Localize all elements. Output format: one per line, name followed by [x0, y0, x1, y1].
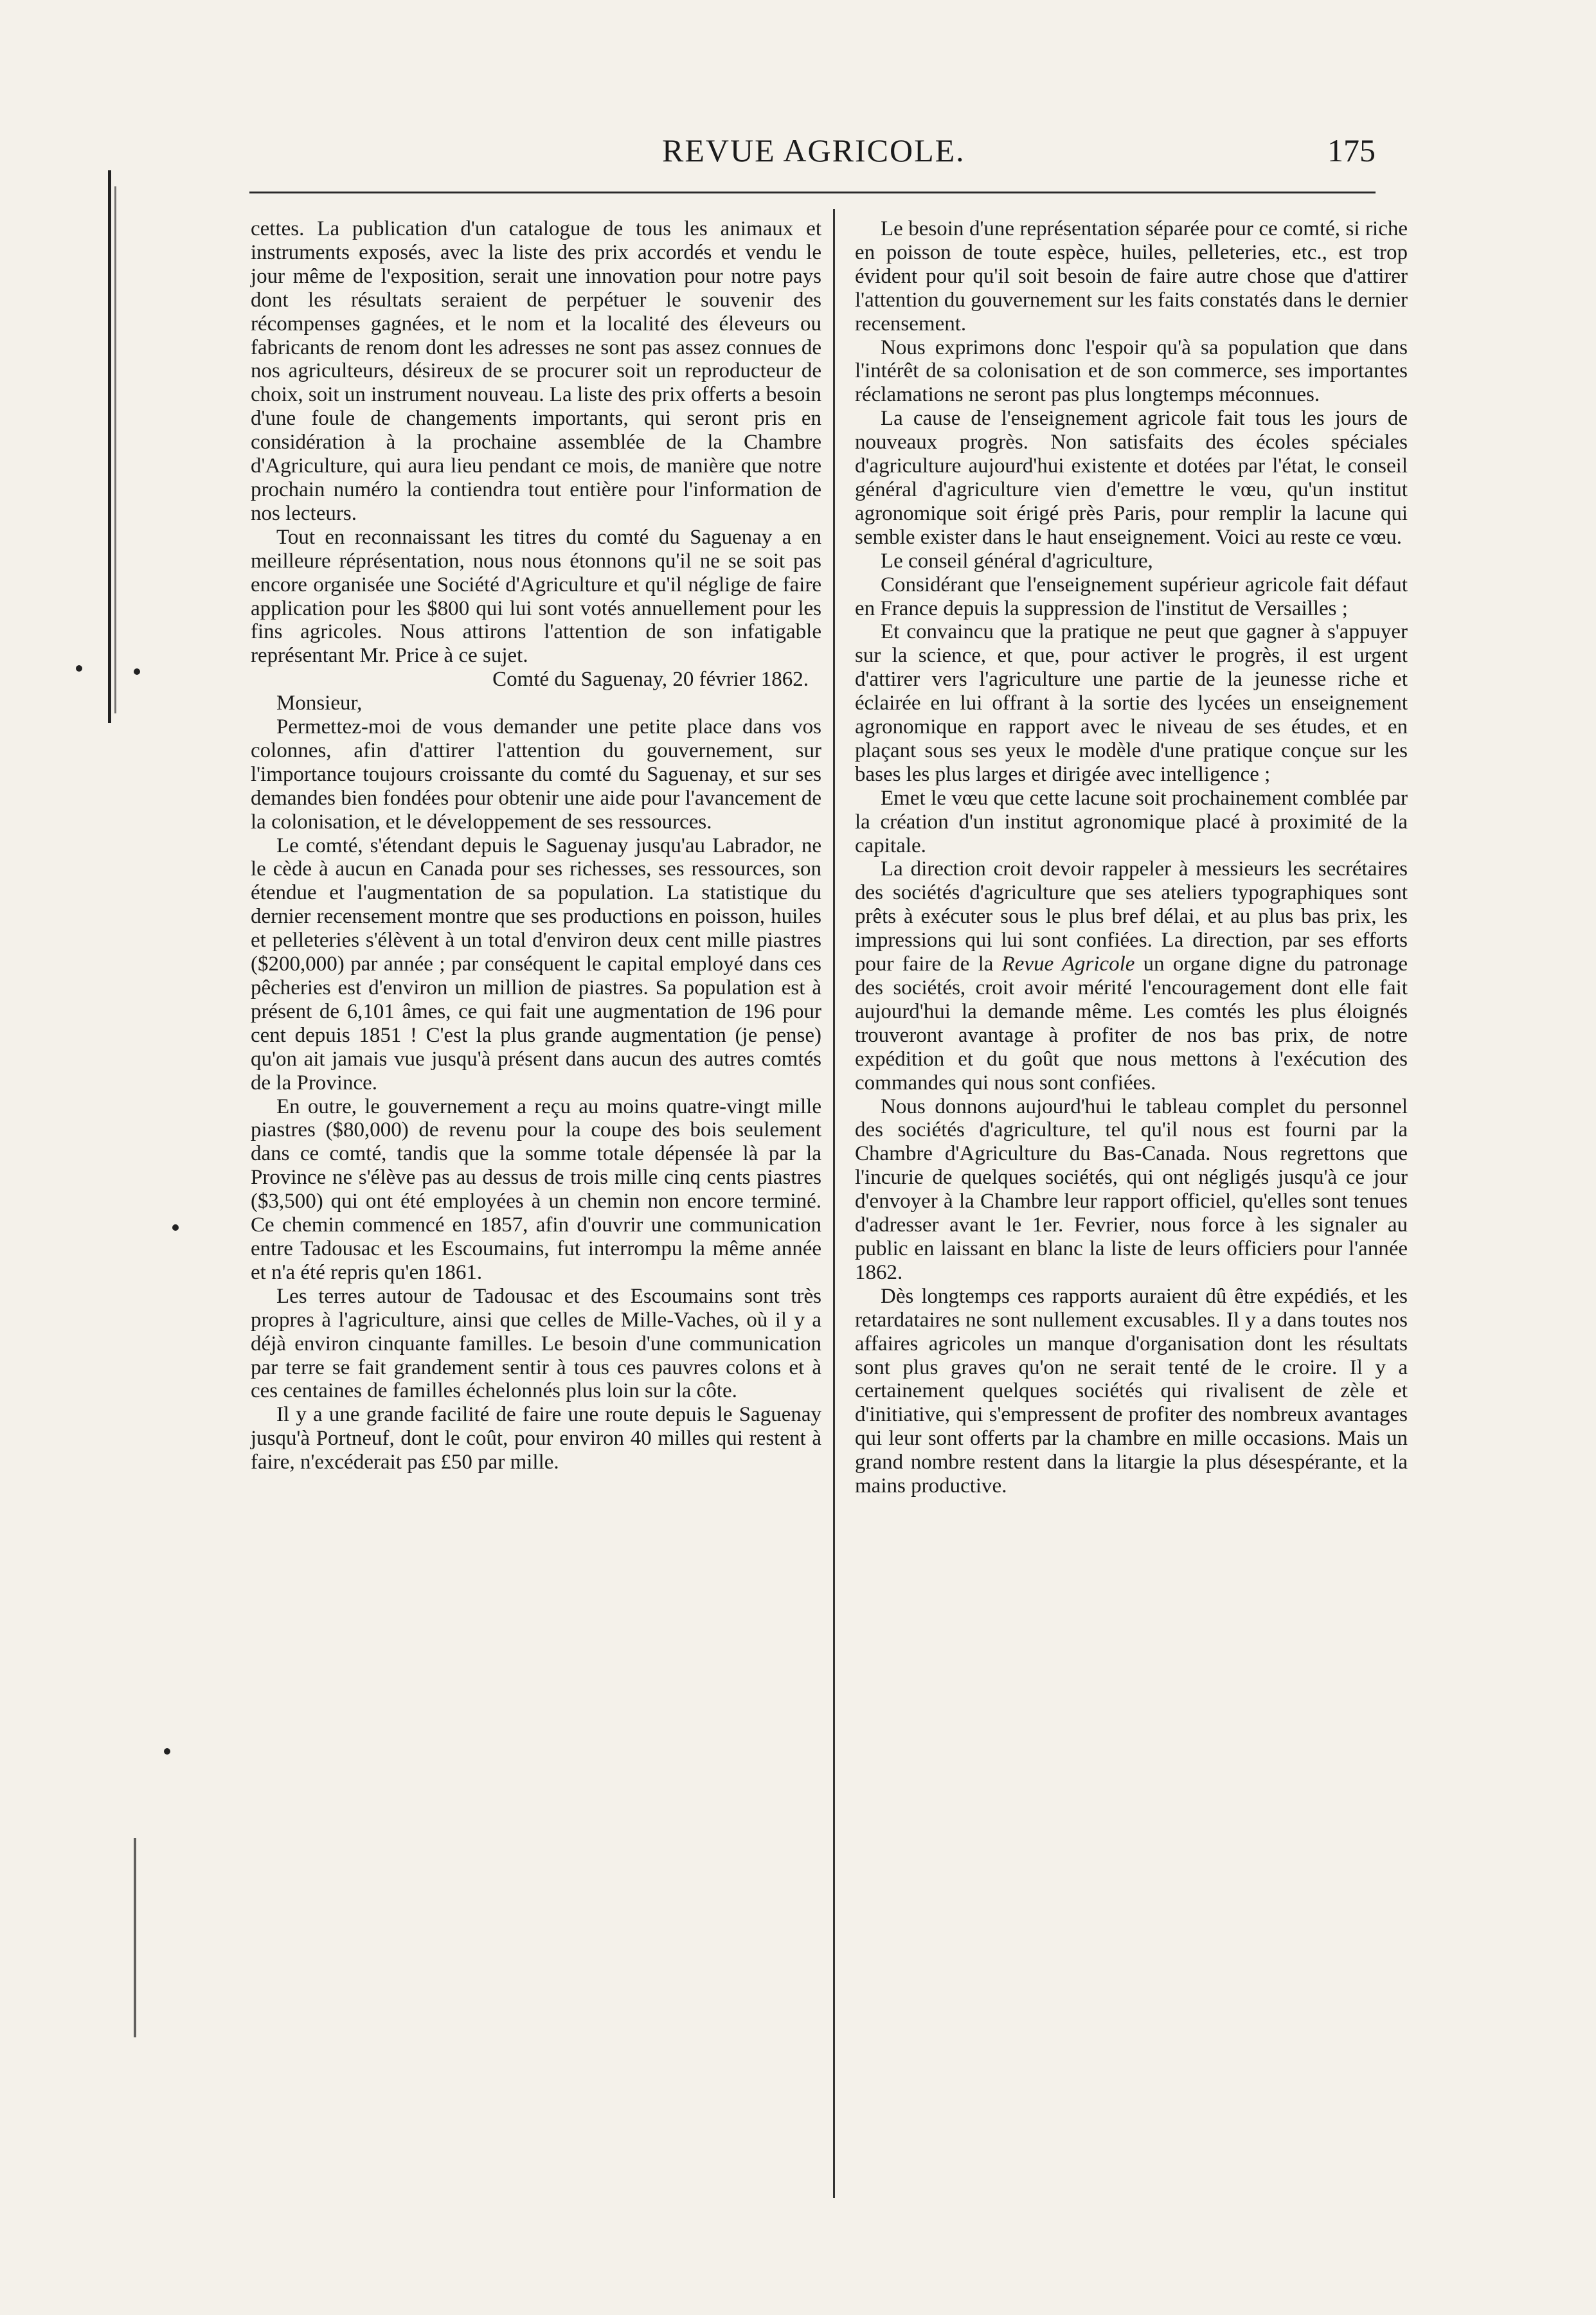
paragraph [855, 857, 1408, 1095]
margin-speck [134, 668, 140, 675]
paragraph: Nous donnons aujourd'hui le tableau complet du personnel des sociétés d'agriculture, tel qu'il nous est fourni par la Chambre d'Agriculture du Bas-Canada. Nous regrettons que l'incurie de quelques sociétés, qui ont négligés jusqu'à ce jour d'envoyer à la Chambre leur rapport officiel, qu'elles sont tenues d'adresser avant le 1er. Fevrier, nous force à les signaler au public en laissant en blanc la liste de leurs officiers pour l'année 1862. [855, 1095, 1408, 1284]
paragraph: Considérant que l'enseignement supérieur agricole fait défaut en France depuis la suppression de l'institut de Versailles ; [855, 573, 1408, 620]
paragraph: Le comté, s'étendant depuis le Saguenay jusqu'au Labrador, ne le cède à aucun en Canada pour ses richesses, ses ressources, son étendue et l'augmentation de sa population. La statistique du dernier recensement montre que ses productions en poisson, huiles et pelleteries s'élèvent à un total d'environ deux cent mille piastres ($200,000) par année ; par conséquent le capital employé dans ces pêcheries est d'environ un million de piastres. Sa population est à présent de 6,101 âmes, ce qui fait une augmentation de 196 pour cent depuis 1851 ! C'est la plus grande augmentation (je pense) qu'on ait jamais vue jusqu'à présent dans aucun des autres comtés de la Province. [251, 834, 821, 1095]
paragraph: Les terres autour de Tadousac et des Escoumains sont très propres à l'agriculture, ainsi que celles de Mille-Vaches, où il y a déjà environ cinquante familles. Le besoin d'une communication par terre se fait grandement sentir à tous ces pauvres colons et à ces centaines de familles échelonnés plus loin sur la côte. [251, 1284, 821, 1403]
paragraph: Dès longtemps ces rapports auraient dû être expédiés, et les retardataires ne sont nullement excusables. Il y a dans toutes nos affaires agricoles un manque d'organisation dont les résultats sont plus graves qu'on ne serait tenté de le croire. Il y a certainement quelques sociétés qui rivalisent de zèle et d'initiative, qui s'empressent de profiter des nombreux avantages qui leur sont offerts par la chambre en mille occasions. Mais un grand nombre restent dans la litargie la plus désespérante, et la mains productive. [855, 1284, 1408, 1498]
right-column [855, 217, 1408, 1498]
left-column [251, 217, 821, 1474]
paragraph: Et convaincu que la pratique ne peut que gagner à s'appuyer sur la science, et que, pour activer le progrès, il est urgent d'attirer vers l'agriculture une partie de la jeunesse riche et éclairée en lui offrant à la sortie des lycées un enseignement agronomique en rapport avec le niveau de ses études, et en plaçant sous ses yeux le modèle d'une pratique conçue sur les bases les plus larges et dirigée avec intelligence ; [855, 620, 1408, 786]
page-header [251, 132, 1376, 183]
margin-speck [164, 1748, 170, 1755]
header-rule [249, 192, 1376, 193]
margin-binding-mark [114, 186, 116, 713]
paragraph: Le conseil général d'agriculture, [881, 549, 1153, 573]
paragraph: Emet le vœu que cette lacune soit prochainement comblée par la création d'un institut agronomique placé à proximité de la capitale. [855, 786, 1408, 857]
paragraph: En outre, le gouvernement a reçu au moins quatre-vingt mille piastres ($80,000) de revenu pour la coupe des bois seulement dans ce comté, tandis que la somme totale dépensée là par la Province ne s'élève pas au dessus de trois mille cinq cents piastres ($3,500) qui ont été employées à un chemin non encore terminé. Ce chemin commencé en 1857, afin d'ouvrir une communication entre Tadousac et les Escoumains, fut interrompu la même année et n'a été repris qu'en 1861. [251, 1095, 821, 1284]
column-divider [833, 209, 835, 2198]
paragraph: La cause de l'enseignement agricole fait tous les jours de nouveaux progrès. Non satisfaits des écoles spéciales d'agriculture aujourd'hui existente et dotées par l'état, le conseil général d'agriculture vien d'emettre le vœu, qu'un institut agronomique soit érigé près Paris, pour remplir la lacune qui semble exister dans le haut enseignement. Voici au reste ce vœu. [855, 407, 1408, 549]
text-run: La direction croit devoir rappeler à messieurs les secrétaires des sociétés d'agriculture que ses ateliers typographiques sont prêts à exécuter sous le plus bref délai, et au plus bas prix, les impressions qui lui sont confiées. La direction, par ses efforts pour faire de la [855, 857, 1408, 976]
letter-salutation: Monsieur, [276, 692, 363, 715]
paragraph: Il y a une grande facilité de faire une route depuis le Saguenay jusqu'à Portneuf, dont le coût, pour environ 40 milles qui restent à faire, n'excéderait pas £50 par mille. [251, 1403, 821, 1474]
margin-speck [76, 665, 82, 672]
running-title: REVUE AGRICOLE. [662, 132, 965, 168]
paragraph: Nous exprimons donc l'espoir qu'à sa population que dans l'intérêt de sa colonisation et de son commerce, ses importantes réclamations ne seront pas plus longtemps méconnues. [855, 335, 1408, 407]
page-number: 175 [1327, 132, 1376, 168]
paragraph: Tout en reconnaissant les titres du comté du Saguenay a en meilleure réprésentation, nous nous étonnons qu'il ne se soit pas encore organisée une Société d'Agriculture et qu'il néglige de faire application pour les $800 qui lui sont votés annuellement pour les fins agricoles. Nous attirons l'attention de son infatigable représentant Mr. Price à ce sujet. [251, 525, 821, 668]
publication-title: Revue Agricole [1001, 952, 1135, 976]
paragraph: cettes. La publication d'un catalogue de tous les animaux et instruments exposés, avec la liste des prix accordés et vendu le jour même de l'exposition, serait une innovation pour notre pays dont les résultats seraient de perpétuer le souvenir des récompenses gagnées, et le nom et la localité des éleveurs ou fabricants de renom dont les adresses ne sont pas assez connues de nos agriculteurs, désireux de se procurer soit un reproducteur de choix, soit un instrument nouveau. La liste des prix offerts a besoin d'une foule de changements importants, qui seront pris en considération à la prochaine assemblée de la Chambre d'Agriculture, qui aura lieu pendant ce mois, de manière que notre prochain numéro la contiendra tout entière pour l'information de nos lecteurs. [251, 217, 821, 525]
paragraph: Permettez-moi de vous demander une petite place dans vos colonnes, afin d'attirer l'attention du gouvernement, sur l'importance toujours croissante du comté du Saguenay, et sur ses demandes bien fondées pour obtenir une aide pour l'avancement de la colonisation, et le développement de ses ressources. [251, 715, 821, 834]
margin-speck [172, 1224, 179, 1231]
margin-binding-mark [108, 170, 111, 723]
margin-binding-mark [134, 1838, 136, 2037]
text-run: un organe digne du patronage des sociétés, croit avoir mérité l'encouragement dont elle fait aujourd'hui la demande même. Les comtés les plus éloignés trouveront avantage à profiter de nos bas prix, de notre expédition et du goût que nous mettons à l'exécution des commandes qui nous sont confiées. [855, 952, 1408, 1095]
paragraph: Le besoin d'une représentation séparée pour ce comté, si riche en poisson de toute espèce, huiles, pelleteries, etc., est trop évident pour qu'il soit besoin de faire autre chose que d'attirer l'attention du gouvernement sur les faits constatés dans le dernier recensement. [855, 217, 1408, 335]
letter-dateline: Comté du Saguenay, 20 février 1862. [492, 668, 809, 692]
